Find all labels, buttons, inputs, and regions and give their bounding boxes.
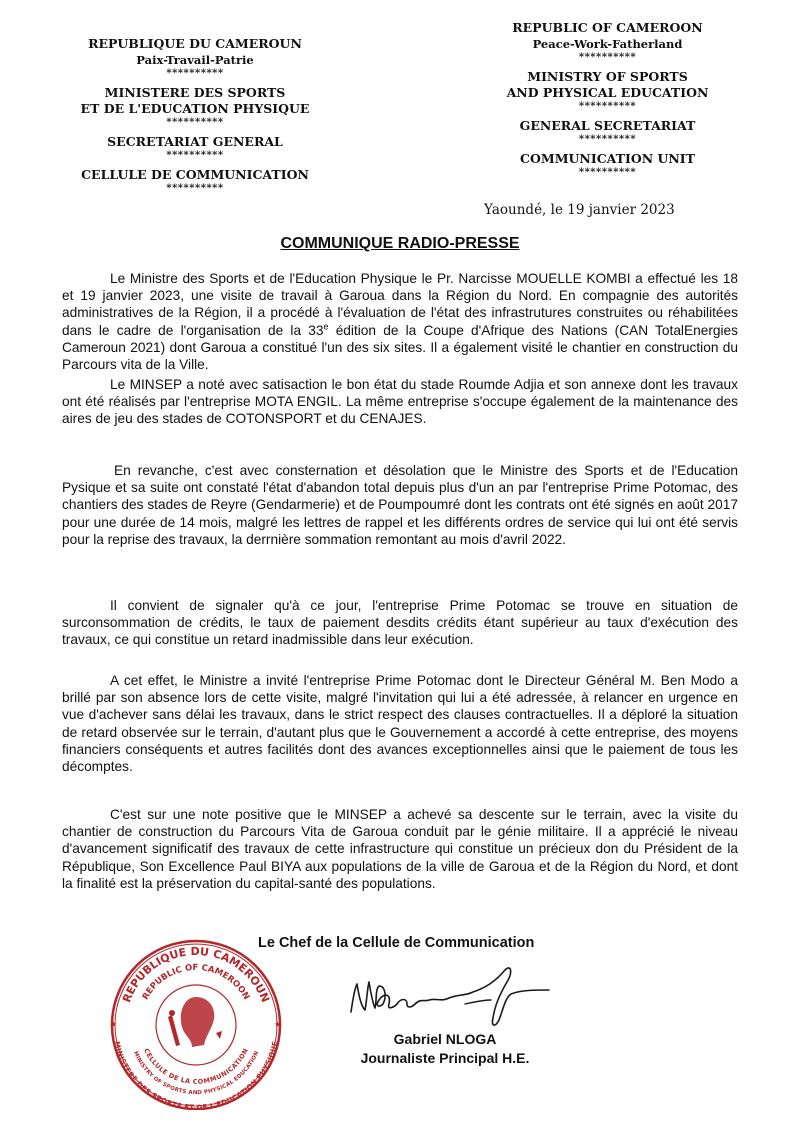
ordinal-suffix: e: [323, 321, 329, 332]
paragraph-2-text: Le MINSEP a noté avec satisaction le bon état du stade Roumde Adjia et son annexe dont les travaux ont été réalisés par l'entreprise MOTA ENGIL. La même entreprise s'occupe également de la maintenance des aires de jeu des stades de COTONSPORT et du CENAJES.: [62, 377, 738, 427]
stamp-star-icon: ★: [110, 1020, 118, 1029]
official-stamp: [96, 935, 296, 1110]
stars-separator: **********: [166, 183, 224, 194]
stars-separator: **********: [578, 101, 637, 112]
document-title: COMMUNIQUE RADIO-PRESSE: [280, 235, 520, 252]
stamp-ring-text: REPUBLIC OF CAMEROON: [140, 962, 252, 1002]
motto-en: Peace-Work-Fatherland: [532, 37, 683, 51]
country-fr: REPUBLIQUE DU CAMEROUN: [88, 36, 302, 51]
paragraph-3: [62, 462, 738, 548]
paragraph-3-text: En revanche, c'est avec consternation et désolation que le Ministre des Sports et de l'Education Pysique et sa suite ont constaté l'état d'abandon total depuis plus d'un an par l'entreprise Prime Potomac, des chantiers des stades de Reyre (Gendarmerie) et de Poumpoumré dont les contrats ont été signés en août 2017 pour une durée de 14 mois, malgré les lettres de rappel et les différents ordres de service qui lui ont été servis pour la reprise des travaux, la derrnière sommation remontant au mois d'avril 2022.: [62, 463, 738, 547]
stars-separator: **********: [166, 150, 224, 161]
paragraph-1-text: Le Ministre des Sports et de l'Education Physique le Pr. Narcisse MOUELLE KOMBI a effectué les 18 et 19 janvier 2023, une visite de travail à Garoua dans la Région du Nord. En compagnie des autorités administratives de la Région, il a procédé à l'évaluation de l'état des infrastrutures construites ou réhabilitées dans le cadre de l'organisation de la 33: [62, 271, 738, 338]
paragraph-6: [62, 806, 738, 892]
stamp-ring-text: REPUBLIQUE DU CAMEROUN: [120, 944, 272, 1005]
header-right: [500, 20, 715, 178]
handwritten-signature: [345, 960, 555, 1030]
paragraph-4: [62, 597, 738, 649]
paragraph-5: [62, 672, 738, 775]
secretariat-en: GENERAL SECRETARIAT: [519, 118, 696, 133]
paragraph-5-text: A cet effet, le Ministre a invité l'entreprise Prime Potomac dont le Directeur Général M. Ben Modo a brillé par son absence lors de cette visite, malgré l'invitation qui lui a été adressée, à relancer en urgence en vue d'achever sans délai les travaux, dans le strict respect des clauses contractuelles. Il a déploré la situation de retard observée sur le terrain, d'autant plus que le Gouvernement a accordé à cette entreprise, des moyens financiers conséquents et autres facilités dont des avances exceptionnelles ainsi que le paiement de tous les décomptes.: [62, 673, 738, 775]
ministry-fr-line2: ET DE L'EDUCATION PHYSIQUE: [80, 101, 310, 116]
stars-separator: **********: [166, 117, 224, 128]
signatory-block: [330, 1030, 560, 1068]
country-en: REPUBLIC OF CAMEROON: [512, 20, 703, 35]
paragraph-1: [62, 270, 738, 373]
stamp-emblem-icon: [168, 997, 222, 1047]
paragraph-6-text: C'est sur une note positive que le MINSEP a achevé sa descente sur le terrain, avec la visite du chantier de construction du Parcours Vita de Garoua conduit par le génie militaire. Il a apprécié le niveau d'avancement significatif des travaux de cette infrastructure qui constitue un précieux don du Président de la République, Son Excellence Paul BIYA aux populations de la ville de Garoua et de la Région du Nord, et dont la finalité est la préservation du capital-santé des populations.: [62, 807, 738, 891]
ministry-fr-line1: MINISTERE DES SPORTS: [104, 85, 286, 100]
paragraph-2: [62, 376, 738, 428]
signatory-name: Gabriel NLOGA: [393, 1031, 497, 1047]
unit-fr: CELLULE DE COMMUNICATION: [81, 167, 309, 182]
ministry-en-line2: AND PHYSICAL EDUCATION: [506, 85, 709, 100]
header-left: [60, 36, 330, 194]
secretariat-fr: SECRETARIAT GENERAL: [107, 134, 283, 149]
stars-separator: **********: [578, 134, 637, 145]
stamp-ring-text: MINISTRY OF SPORTS AND PHYSICAL EDUCATION: [131, 1050, 261, 1097]
signatory-title: Le Chef de la Cellule de Communication: [258, 935, 535, 951]
stars-separator: **********: [166, 68, 224, 79]
paragraph-4-text: Il convient de signaler qu'à ce jour, l'entreprise Prime Potomac se trouve en situation de surconsommation de crédits, le taux de paiement desdits crédits étant supérieur au taux d'exécution des travaux, ce qui constitue un retard inadmissible dans leur exécution.: [62, 598, 738, 648]
stars-separator: **********: [578, 167, 637, 178]
ministry-en-line1: MINISTRY OF SPORTS: [527, 69, 688, 84]
stamp-ring-text: CELLULE DE LA COMMUNICATION: [142, 1047, 250, 1086]
stamp-star-icon: ★: [274, 1020, 282, 1029]
unit-en: COMMUNICATION UNIT: [520, 151, 695, 166]
stamp-ring-text: MINISTERE DES SPORTS ET DE L'EDUCATION PHYSIQUE: [112, 1040, 280, 1110]
motto-fr: Paix-Travail-Patrie: [136, 53, 254, 67]
document-date: Yaoundé, le 19 janvier 2023: [484, 202, 675, 218]
stars-separator: **********: [578, 52, 637, 63]
paragraph-1-text-cont: édition de la Coupe d'Afrique des Nations (CAN TotalEnergies Cameroun 2021) dont Garoua a constitué l'un des six sites. Il a également visité le chantier en construction du Parcours vita de la Ville.: [62, 322, 738, 373]
signatory-role: Journaliste Principal H.E.: [360, 1050, 530, 1066]
